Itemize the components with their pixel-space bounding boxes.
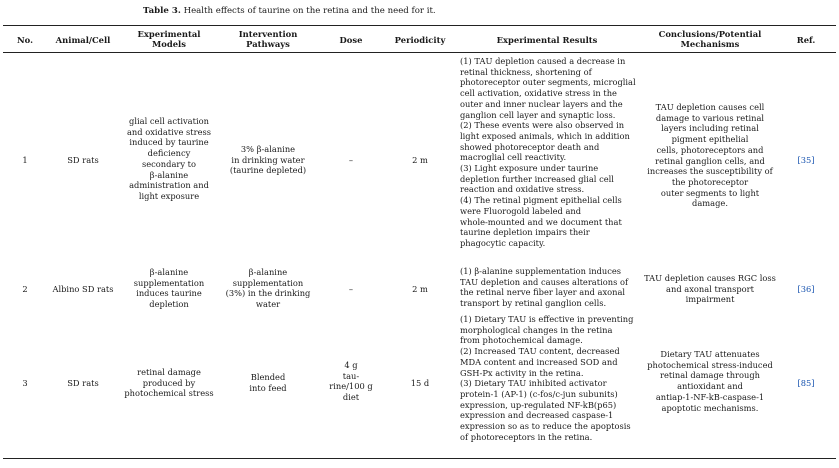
row1-pathways: 3% β-alanine in drinking water (taurine depleted) xyxy=(229,144,307,176)
header-models: Experimental Models xyxy=(137,29,201,50)
row3-models: retinal damage produced by photochemical stress xyxy=(124,367,214,399)
row1-conclusions: TAU depletion causes cell damage to various retinal layers including retinal pigment epithelial cells, photoreceptors and retinal ganglion cells, and increases the susceptibility of the photoreceptor outer segments to light damage. xyxy=(647,102,773,209)
row2-periodicity: 2 m xyxy=(412,284,428,294)
row3-pathways: Blended into feed xyxy=(249,372,287,393)
header-animal: Animal/Cell xyxy=(55,35,111,45)
row2-models: β-alanine supplementation induces taurine depletion xyxy=(133,267,205,310)
header-ref: Ref. xyxy=(796,35,816,45)
top-rule xyxy=(3,25,836,26)
row1-models: glial cell activation and oxidative stress induced by taurine deficiency secondary to β-alanine administration and light exposure xyxy=(126,116,212,201)
row2-ref-link[interactable]: [36] xyxy=(797,284,815,294)
header-periodicity: Periodicity xyxy=(394,35,446,45)
row1-periodicity: 2 m xyxy=(412,155,428,165)
row1-animal: SD rats xyxy=(67,155,99,165)
row2-pathways: β-alanine supplementation (3%) in the drinking water xyxy=(225,267,311,310)
row3-no: 3 xyxy=(22,378,28,388)
row2-animal: Albino SD rats xyxy=(52,284,114,294)
header-pathways: Intervention Pathways xyxy=(238,29,298,50)
bottom-rule xyxy=(3,458,836,459)
row1-ref-link[interactable]: [35] xyxy=(797,155,815,165)
row3-conclusions: Dietary TAU attenuates photochemical stress-induced retinal damage through antioxidant and antiap-1-NF-kB-caspase-1 apoptotic mechanisms. xyxy=(647,349,773,413)
header-results: Experimental Results xyxy=(496,35,598,45)
row3-ref-link[interactable]: [85] xyxy=(797,378,815,388)
caption-label: Table 3. xyxy=(143,6,181,16)
row1-no: 1 xyxy=(22,155,28,165)
table-caption xyxy=(143,6,436,16)
row1-results: (1) TAU depletion caused a decrease in retinal thickness, shortening of photoreceptor outer segments, microglial cell activation, oxidative stress in the outer and inner nuclear layers and the ganglion cell layer and synaptic loss. (2) These events were also observed in light exposed animals, which in addition showed photoreceptor death and macroglial cell reactivity. (3) Light exposure under taurine depletion further increased glial cell reaction and oxidative stress. (4) The retinal pigment epithelial cells were Fluorogold labeled and whole-mounted and we document that taurine depletion impairs their phagocytic capacity. xyxy=(460,56,636,248)
row3-results: (1) Dietary TAU is effective in preventing morphological changes in the retina from photochemical damage. (2) Increased TAU content, decreased MDA content and increased SOD and GSH-Px activity in the retina. (3) Dietary TAU inhibited activator protein-1 (AP-1) (c-fos/c-jun subunits) expression, up-regulated NF-kB(p65) expression and decreased caspase-1 expression so as to reduce the apoptosis of photoreceptors in the retina. xyxy=(460,314,634,442)
row2-dose: – xyxy=(348,284,354,294)
row2-results: (1) β-alanine supplementation induces TAU depletion and causes alterations of the retinal nerve fiber layer and axonal transport by retinal ganglion cells. xyxy=(460,266,629,309)
row2-conclusions: TAU depletion causes RGC loss and axonal transport impairment xyxy=(644,273,776,305)
header-no: No. xyxy=(16,35,33,45)
row2-no: 2 xyxy=(22,284,28,294)
row1-dose: – xyxy=(348,155,354,165)
row3-dose: 4 g tau- rine/100 g diet xyxy=(329,360,373,403)
caption-text: Health effects of taurine on the retina and the need for it. xyxy=(180,6,436,16)
row3-animal: SD rats xyxy=(67,378,99,388)
header-conclusions: Conclusions/Potential Mechanisms xyxy=(658,29,762,50)
row3-periodicity: 15 d xyxy=(410,378,430,388)
header-dose: Dose xyxy=(339,35,363,45)
header-rule xyxy=(3,52,836,53)
